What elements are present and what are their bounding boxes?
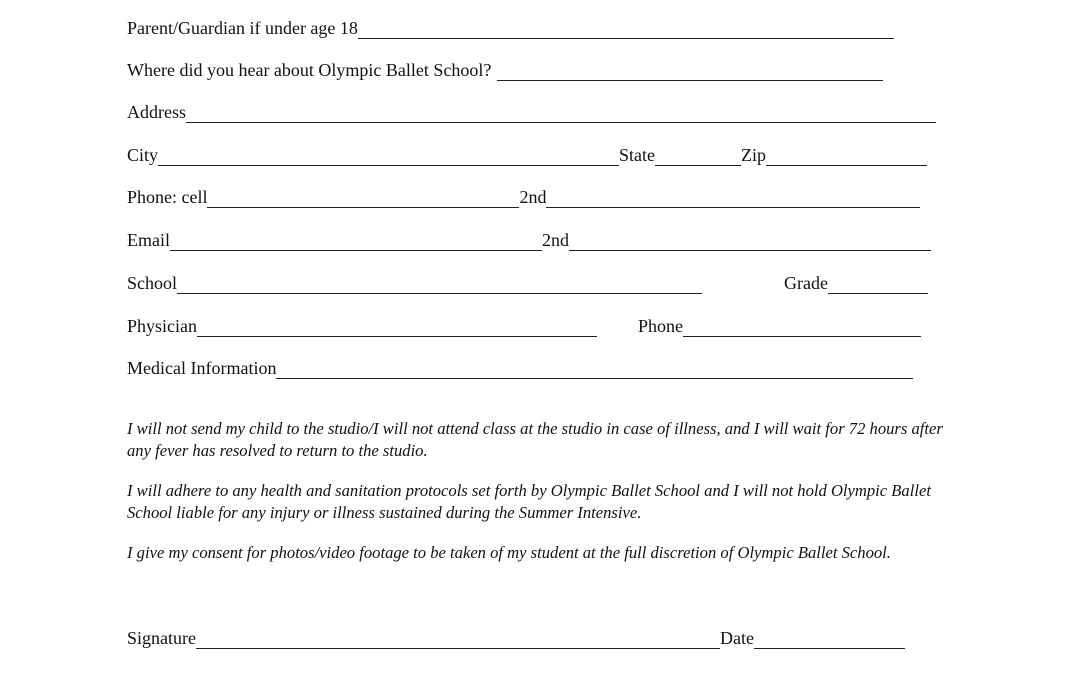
physician-row (127, 315, 921, 337)
email-second-label: 2nd (542, 230, 569, 250)
date-field[interactable] (754, 631, 905, 649)
email-label: Email (127, 230, 170, 250)
school-label: School (127, 273, 178, 293)
grade-label: Grade (784, 273, 828, 293)
illness-statement: I will not send my child to the studio/I will not attend class at the studio in case of illness, and I will wait for 72 hours after any fever has resolved to return to the studio. (127, 419, 943, 460)
parent-guardian-row (127, 17, 894, 39)
zip-label: Zip (741, 145, 767, 165)
signature-field[interactable] (196, 631, 720, 649)
phone-cell-label: Phone: cell (127, 187, 208, 207)
consent-statement: I give my consent for photos/video footage to be taken of my student at the full discretion of Olympic Ballet School. (127, 543, 891, 562)
medical-label: Medical Information (127, 358, 277, 378)
email-row (127, 229, 931, 251)
parent-guardian-field[interactable] (358, 21, 894, 39)
state-label: State (619, 145, 656, 165)
date-label: Date (720, 628, 754, 648)
city-label: City (127, 145, 159, 165)
school-grade-row (127, 272, 928, 294)
signature-label: Signature (127, 628, 196, 648)
address-label: Address (127, 102, 186, 122)
parent-guardian-label: Parent/Guardian if under age 18 (127, 18, 358, 38)
state-field[interactable] (655, 148, 741, 166)
zip-field[interactable] (766, 148, 927, 166)
signature-row (127, 627, 905, 649)
physician-label: Physician (127, 316, 197, 336)
grade-field[interactable] (828, 276, 928, 294)
protocols-statement: I will adhere to any health and sanitation protocols set forth by Olympic Ballet School and I will not hold Olympic Ballet School liable for any injury or illness sustained during the Summer Intensive. (127, 481, 931, 522)
hear-about-field[interactable] (497, 63, 883, 81)
hear-about-label: Where did you hear about Olympic Ballet School? (127, 60, 492, 80)
city-state-zip-row (127, 144, 927, 166)
city-field[interactable] (158, 148, 619, 166)
email-second-field[interactable] (569, 233, 931, 251)
medical-field[interactable] (276, 361, 913, 379)
email-field[interactable] (170, 233, 542, 251)
phone-row (127, 186, 920, 208)
address-row (127, 101, 936, 123)
phone-cell-field[interactable] (207, 190, 519, 208)
physician-phone-label: Phone (638, 316, 683, 336)
address-field[interactable] (186, 105, 936, 123)
physician-phone-field[interactable] (683, 319, 921, 337)
phone-second-field[interactable] (546, 190, 920, 208)
medical-row (127, 357, 913, 379)
school-field[interactable] (177, 276, 702, 294)
phone-second-label: 2nd (519, 187, 547, 207)
hear-about-row (127, 59, 883, 81)
physician-field[interactable] (197, 319, 597, 337)
